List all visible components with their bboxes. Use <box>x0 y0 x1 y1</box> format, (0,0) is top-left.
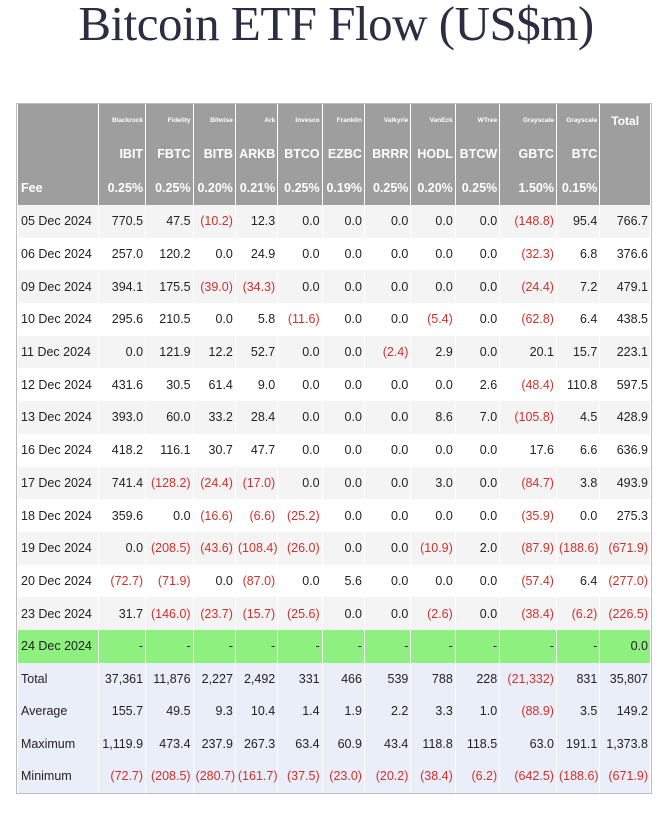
flow-value-btc: 6.4 <box>579 312 598 327</box>
stat-value-btc: 831 <box>557 663 599 696</box>
ticker-header-row <box>18 137 650 171</box>
flow-value-hodl: 0.0 <box>411 270 454 303</box>
flow-value-arkb: 28.4 <box>236 401 277 434</box>
flow-value-brrr: 0.0 <box>391 247 409 262</box>
stat-label: Minimum <box>18 760 98 793</box>
flow-value-bitb: 0.0 <box>215 312 233 327</box>
stat-value-btcw: 1.0 <box>456 695 499 728</box>
fee-btc: 0.15% <box>557 171 599 205</box>
stat-value-btco: 331 <box>278 663 321 696</box>
flow-value-btcw: 0.0 <box>456 270 499 303</box>
stat-value-hodl: 788 <box>411 663 454 696</box>
provider-header-5: Franklin <box>323 104 364 137</box>
flow-value-btco: 0.0 <box>278 336 321 369</box>
row-total: 376.6 <box>616 247 648 262</box>
stat-value-hodl: 118.8 <box>411 728 454 761</box>
row-date: 05 Dec 2024 <box>18 205 98 238</box>
flow-value-btco: 0.0 <box>278 401 321 434</box>
stat-value-bitb: 2,227 <box>194 663 235 696</box>
flow-value-btco: 0.0 <box>278 467 321 500</box>
flow-value-gbtc: (57.4) <box>521 573 554 588</box>
stat-value-hodl: (38.4) <box>411 760 454 793</box>
row-total: 493.9 <box>600 467 650 500</box>
flow-value-ibit: - <box>99 630 146 663</box>
row-date: 24 Dec 2024 <box>18 630 98 663</box>
stat-value-bitb: 9.3 <box>194 695 235 728</box>
table-row <box>18 630 650 663</box>
stat-value-gbtc: (21,332) <box>500 663 556 696</box>
flow-value-gbtc: (105.8) <box>500 401 556 434</box>
flow-value-arkb: 47.7 <box>250 443 276 458</box>
provider-header-4: Invesco <box>278 104 321 137</box>
flow-value-hodl: - <box>411 630 454 663</box>
fee-hodl: 0.20% <box>411 171 454 205</box>
flow-value-ibit: 359.6 <box>111 508 144 523</box>
flow-value-gbtc: (24.4) <box>500 270 556 303</box>
flow-value-btcw: 7.0 <box>456 401 499 434</box>
flow-value-ezbc: 0.0 <box>344 312 362 327</box>
flow-value-fbtc: (71.9) <box>157 573 191 588</box>
table-row <box>18 434 650 467</box>
stat-value-bitb: (280.7) <box>194 760 235 793</box>
flow-value-btco: 0.0 <box>302 377 320 392</box>
stat-value-btcw: 228 <box>456 663 499 696</box>
row-total: 597.5 <box>616 377 648 392</box>
flow-value-hodl: 8.6 <box>411 401 454 434</box>
stat-label: Total <box>18 663 98 696</box>
flow-value-bitb: (24.4) <box>194 467 235 500</box>
flow-value-btcw: 0.0 <box>479 573 498 588</box>
flow-value-hodl: 0.0 <box>435 377 453 392</box>
flow-value-hodl: (10.9) <box>411 532 454 565</box>
flow-value-btcw: 0.0 <box>479 312 498 327</box>
flow-value-btcw: 0.0 <box>456 336 499 369</box>
table-row <box>18 532 650 565</box>
etf-flow-table-container <box>16 103 652 794</box>
table-row <box>18 499 650 532</box>
flow-value-ezbc: 0.0 <box>323 532 364 565</box>
provider-header-row <box>18 104 650 137</box>
stat-value-brrr: 539 <box>365 663 410 696</box>
flow-value-arkb: - <box>236 630 277 663</box>
flow-value-ibit: 394.1 <box>99 270 146 303</box>
flow-value-btco: 0.0 <box>302 573 320 588</box>
flow-value-gbtc: (48.4) <box>521 377 554 392</box>
flow-value-btcw: 0.0 <box>456 467 499 500</box>
stat-value-ezbc: 60.9 <box>323 728 364 761</box>
fee-fbtc: 0.25% <box>146 171 193 205</box>
row-date: 23 Dec 2024 <box>18 597 98 630</box>
stat-value-fbtc: 473.4 <box>146 728 193 761</box>
flow-value-btcw: 2.6 <box>479 377 498 392</box>
stat-value-arkb: 267.3 <box>236 728 277 761</box>
flow-value-btc: 7.2 <box>557 270 599 303</box>
flow-value-ibit: 393.0 <box>99 401 146 434</box>
flow-value-fbtc: 121.9 <box>146 336 193 369</box>
page-title: Bitcoin ETF Flow (US$m) <box>78 0 594 51</box>
table-row <box>18 467 650 500</box>
provider-header-10: Grayscale <box>557 104 599 137</box>
flow-value-brrr: 0.0 <box>391 377 409 392</box>
stat-value-fbtc: 49.5 <box>146 695 193 728</box>
row-total: 438.5 <box>616 312 648 327</box>
flow-value-btcw: 0.0 <box>479 508 498 523</box>
flow-value-btcw: 0.0 <box>456 205 499 238</box>
fee-ezbc: 0.19% <box>323 171 364 205</box>
row-total: 223.1 <box>600 336 650 369</box>
stat-value-ibit: 155.7 <box>99 695 146 728</box>
flow-value-bitb: 0.0 <box>215 573 233 588</box>
flow-value-brrr: 0.0 <box>391 508 409 523</box>
flow-value-gbtc: - <box>500 630 556 663</box>
stat-value-ibit: 37,361 <box>99 663 146 696</box>
stat-value-gbtc: (88.9) <box>500 695 556 728</box>
ticker-header-btco: BTCO <box>278 137 321 171</box>
row-date: 10 Dec 2024 <box>21 312 92 327</box>
table-row <box>18 336 650 369</box>
row-total: (671.9) <box>600 532 650 565</box>
stat-value-gbtc: (642.5) <box>500 760 556 793</box>
row-date: 16 Dec 2024 <box>21 443 92 458</box>
flow-value-brrr: 0.0 <box>365 597 410 630</box>
stat-value-btc: 191.1 <box>557 728 599 761</box>
ticker-header-btcw: BTCW <box>456 137 499 171</box>
flow-value-btcw: 0.0 <box>479 443 498 458</box>
flow-value-brrr: - <box>365 630 410 663</box>
ticker-header-ezbc: EZBC <box>323 137 364 171</box>
stat-value-arkb: (161.7) <box>236 760 277 793</box>
etf-flow-table <box>17 104 651 793</box>
flow-value-arkb: (108.4) <box>236 532 277 565</box>
stat-value-btco: 1.4 <box>278 695 321 728</box>
stat-value-brrr: 2.2 <box>365 695 410 728</box>
stat-value-fbtc: 11,876 <box>146 663 193 696</box>
flow-value-btcw: - <box>456 630 499 663</box>
table-row <box>18 270 650 303</box>
stat-total: (671.9) <box>600 760 650 793</box>
fee-label: Fee <box>18 171 98 205</box>
stat-value-btcw: (6.2) <box>456 760 499 793</box>
stat-value-ibit: 1,119.9 <box>99 728 146 761</box>
stat-value-ezbc: 466 <box>323 663 364 696</box>
flow-value-fbtc: 47.5 <box>146 205 193 238</box>
row-date: 11 Dec 2024 <box>18 336 98 369</box>
flow-value-brrr: 0.0 <box>365 401 410 434</box>
flow-value-ibit: 0.0 <box>99 336 146 369</box>
flow-value-gbtc: 17.6 <box>529 443 554 458</box>
stat-total: 35,807 <box>600 663 650 696</box>
stat-row-maximum <box>18 728 650 761</box>
flow-value-btco: 0.0 <box>278 270 321 303</box>
flow-value-btc: 110.8 <box>566 377 598 392</box>
table-row <box>18 205 650 238</box>
flow-value-ezbc: 0.0 <box>323 336 364 369</box>
stat-value-brrr: 43.4 <box>365 728 410 761</box>
flow-value-arkb: 5.8 <box>257 312 276 327</box>
row-total: 479.1 <box>600 270 650 303</box>
flow-value-hodl: (5.4) <box>427 312 453 327</box>
flow-value-btc: - <box>557 630 599 663</box>
stat-total: 149.2 <box>600 695 650 728</box>
stat-value-ibit: (72.7) <box>99 760 146 793</box>
flow-value-gbtc: (38.4) <box>500 597 556 630</box>
row-date: 12 Dec 2024 <box>21 377 92 392</box>
flow-value-gbtc: (32.3) <box>521 247 554 262</box>
flow-value-bitb: (23.7) <box>194 597 235 630</box>
flow-value-arkb: 12.3 <box>236 205 277 238</box>
flow-value-arkb: (6.6) <box>249 508 276 523</box>
flow-value-ezbc: 0.0 <box>323 270 364 303</box>
flow-value-ibit: 31.7 <box>99 597 146 630</box>
provider-header-7: VanEck <box>411 104 454 137</box>
flow-value-hodl: 0.0 <box>435 247 453 262</box>
stat-value-gbtc: 63.0 <box>500 728 556 761</box>
flow-value-brrr: (2.4) <box>365 336 410 369</box>
row-total: 766.7 <box>600 205 650 238</box>
fee-row <box>18 171 650 205</box>
row-date: 20 Dec 2024 <box>21 573 92 588</box>
flow-value-bitb: 61.4 <box>208 377 233 392</box>
row-date: 09 Dec 2024 <box>18 270 98 303</box>
flow-value-btc: (188.6) <box>557 532 599 565</box>
ticker-total-blank <box>600 137 650 171</box>
fee-btco: 0.25% <box>278 171 321 205</box>
flow-value-ezbc: 0.0 <box>344 443 362 458</box>
ticker-header-arkb: ARKB <box>236 137 277 171</box>
flow-value-fbtc: (128.2) <box>146 467 193 500</box>
flow-value-btc: 4.5 <box>557 401 599 434</box>
table-row <box>18 401 650 434</box>
flow-value-hodl: 0.0 <box>411 205 454 238</box>
fee-arkb: 0.21% <box>236 171 277 205</box>
flow-value-gbtc: (148.8) <box>500 205 556 238</box>
flow-value-hodl: 0.0 <box>435 508 453 523</box>
flow-value-btc: 6.8 <box>579 247 598 262</box>
fee-total-blank <box>600 171 650 205</box>
flow-value-ezbc: - <box>323 630 364 663</box>
row-date: 17 Dec 2024 <box>18 467 98 500</box>
flow-value-fbtc: - <box>146 630 193 663</box>
flow-value-hodl: 0.0 <box>435 443 453 458</box>
flow-value-btco: (25.6) <box>278 597 321 630</box>
ticker-header-fbtc: FBTC <box>146 137 193 171</box>
row-date: 13 Dec 2024 <box>18 401 98 434</box>
provider-header-8: WTree <box>456 104 499 137</box>
flow-value-ezbc: 0.0 <box>323 467 364 500</box>
stat-value-ezbc: (23.0) <box>323 760 364 793</box>
flow-value-ezbc: 5.6 <box>344 573 362 588</box>
flow-value-ibit: 431.6 <box>111 377 144 392</box>
flow-value-arkb: (87.0) <box>242 573 276 588</box>
flow-value-ezbc: 0.0 <box>344 508 362 523</box>
stat-value-btco: (37.5) <box>278 760 321 793</box>
row-total: 636.9 <box>616 443 648 458</box>
flow-value-arkb: (34.3) <box>236 270 277 303</box>
flow-value-brrr: 0.0 <box>365 205 410 238</box>
flow-value-ibit: 257.0 <box>111 247 144 262</box>
flow-value-arkb: 9.0 <box>257 377 276 392</box>
flow-value-gbtc: (62.8) <box>521 312 554 327</box>
provider-header-1: Fidelity <box>146 104 193 137</box>
flow-value-btco: (26.0) <box>278 532 321 565</box>
stat-label: Maximum <box>18 728 98 761</box>
provider-header-9: Grayscale <box>500 104 556 137</box>
flow-value-ezbc: 0.0 <box>323 205 364 238</box>
flow-value-btcw: 0.0 <box>456 597 499 630</box>
table-row <box>18 238 650 271</box>
provider-header-3: Ark <box>236 104 277 137</box>
flow-value-btc: 15.7 <box>557 336 599 369</box>
flow-value-btco: - <box>278 630 321 663</box>
ticker-header-btc: BTC <box>557 137 599 171</box>
flow-value-hodl: 2.9 <box>411 336 454 369</box>
flow-value-ezbc: 0.0 <box>344 377 362 392</box>
provider-header-0: Blackrock <box>99 104 146 137</box>
stat-total: 1,373.8 <box>600 728 650 761</box>
fee-ibit: 0.25% <box>99 171 146 205</box>
stat-value-hodl: 3.3 <box>411 695 454 728</box>
flow-value-ibit: 770.5 <box>99 205 146 238</box>
ticker-header-ibit: IBIT <box>99 137 146 171</box>
flow-value-brrr: 0.0 <box>365 270 410 303</box>
ticker-header-brrr: BRRR <box>365 137 410 171</box>
flow-value-fbtc: 175.5 <box>146 270 193 303</box>
fee-btcw: 0.25% <box>456 171 499 205</box>
stat-label: Average <box>18 695 98 728</box>
flow-value-bitb: (39.0) <box>194 270 235 303</box>
row-total: 428.9 <box>600 401 650 434</box>
row-date: 18 Dec 2024 <box>21 508 92 523</box>
row-total: (226.5) <box>600 597 650 630</box>
flow-value-btco: (11.6) <box>287 312 320 327</box>
flow-value-fbtc: (146.0) <box>146 597 193 630</box>
row-total: 0.0 <box>600 630 650 663</box>
fee-brrr: 0.25% <box>365 171 410 205</box>
stat-value-btcw: 118.5 <box>456 728 499 761</box>
flow-value-btcw: 0.0 <box>479 247 498 262</box>
row-date: 19 Dec 2024 <box>18 532 98 565</box>
flow-value-brrr: 0.0 <box>391 312 409 327</box>
flow-value-btc: 0.0 <box>579 508 598 523</box>
flow-value-bitb: (10.2) <box>194 205 235 238</box>
flow-value-btcw: 2.0 <box>456 532 499 565</box>
stat-value-btco: 63.4 <box>278 728 321 761</box>
flow-value-arkb: (15.7) <box>236 597 277 630</box>
flow-value-ezbc: 0.0 <box>344 247 362 262</box>
provider-header-2: Bitwise <box>194 104 235 137</box>
flow-value-hodl: (2.6) <box>411 597 454 630</box>
row-date: 06 Dec 2024 <box>21 247 92 262</box>
flow-value-bitb: (16.6) <box>200 508 233 523</box>
fee-gbtc: 1.50% <box>500 171 556 205</box>
table-row <box>18 565 650 598</box>
ticker-header-gbtc: GBTC <box>500 137 556 171</box>
flow-value-btc: 95.4 <box>557 205 599 238</box>
ticker-header-hodl: HODL <box>411 137 454 171</box>
stat-value-brrr: (20.2) <box>365 760 410 793</box>
fee-bitb: 0.20% <box>194 171 235 205</box>
stat-value-bitb: 237.9 <box>194 728 235 761</box>
flow-value-btco: 0.0 <box>302 247 320 262</box>
flow-value-btc: (6.2) <box>557 597 599 630</box>
flow-value-arkb: 52.7 <box>236 336 277 369</box>
flow-value-ibit: 741.4 <box>99 467 146 500</box>
flow-value-ibit: 295.6 <box>111 312 144 327</box>
flow-value-gbtc: 20.1 <box>500 336 556 369</box>
flow-value-brrr: 0.0 <box>365 532 410 565</box>
flow-value-gbtc: (87.9) <box>500 532 556 565</box>
flow-value-bitb: 30.7 <box>208 443 233 458</box>
table-row <box>18 303 650 336</box>
total-column-header: Total <box>600 104 650 137</box>
flow-value-btc: 6.4 <box>579 573 598 588</box>
flow-value-fbtc: (208.5) <box>146 532 193 565</box>
flow-value-fbtc: 120.2 <box>159 247 191 262</box>
stat-value-fbtc: (208.5) <box>146 760 193 793</box>
flow-value-bitb: (43.6) <box>194 532 235 565</box>
flow-value-fbtc: 0.0 <box>173 508 191 523</box>
row-total: 275.3 <box>616 508 648 523</box>
flow-value-arkb: (17.0) <box>236 467 277 500</box>
stat-row-total <box>18 663 650 696</box>
flow-value-brrr: 0.0 <box>391 573 409 588</box>
flow-value-arkb: 24.9 <box>250 247 276 262</box>
flow-value-brrr: 0.0 <box>365 467 410 500</box>
table-row <box>18 597 650 630</box>
flow-value-fbtc: 210.5 <box>159 312 191 327</box>
corner-cell <box>18 104 98 137</box>
flow-value-brrr: 0.0 <box>391 443 409 458</box>
stat-value-arkb: 2,492 <box>236 663 277 696</box>
flow-value-btco: 0.0 <box>302 443 320 458</box>
flow-value-ibit: 418.2 <box>111 443 144 458</box>
flow-value-fbtc: 30.5 <box>166 377 191 392</box>
flow-value-btco: 0.0 <box>278 205 321 238</box>
flow-value-ibit: (72.7) <box>110 573 144 588</box>
flow-value-bitb: - <box>194 630 235 663</box>
ticker-corner-cell <box>18 137 98 171</box>
stat-value-arkb: 10.4 <box>236 695 277 728</box>
flow-value-bitb: 12.2 <box>194 336 235 369</box>
row-total: (277.0) <box>608 573 648 588</box>
stat-value-btc: 3.5 <box>557 695 599 728</box>
flow-value-btco: (25.2) <box>286 508 320 523</box>
table-row <box>18 368 650 401</box>
stat-value-btc: (188.6) <box>557 760 599 793</box>
flow-value-ezbc: 0.0 <box>323 401 364 434</box>
flow-value-hodl: 3.0 <box>411 467 454 500</box>
stat-row-minimum <box>18 760 650 793</box>
flow-value-btc: 3.8 <box>557 467 599 500</box>
stat-value-ezbc: 1.9 <box>323 695 364 728</box>
stat-row-average <box>18 695 650 728</box>
flow-value-bitb: 0.0 <box>215 247 233 262</box>
flow-value-btc: 6.6 <box>579 443 598 458</box>
ticker-header-bitb: BITB <box>194 137 235 171</box>
provider-header-6: Valkyrie <box>365 104 410 137</box>
flow-value-hodl: 0.0 <box>435 573 453 588</box>
flow-value-bitb: 33.2 <box>194 401 235 434</box>
flow-value-ezbc: 0.0 <box>323 597 364 630</box>
flow-value-fbtc: 116.1 <box>160 443 191 458</box>
flow-value-gbtc: (84.7) <box>500 467 556 500</box>
flow-value-fbtc: 60.0 <box>146 401 193 434</box>
flow-value-gbtc: (35.9) <box>521 508 554 523</box>
flow-value-ibit: 0.0 <box>99 532 146 565</box>
